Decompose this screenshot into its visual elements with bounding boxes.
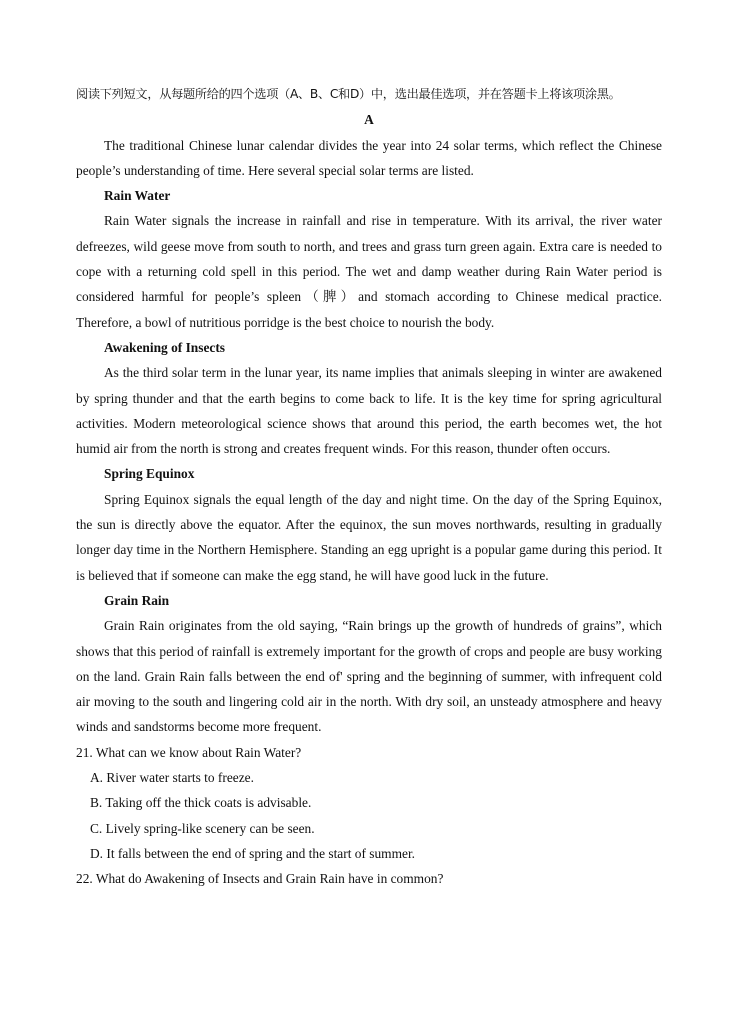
question-21-option-a: A. River water starts to freeze. xyxy=(90,770,254,786)
term-text-spring-equinox: Spring Equinox signals the equal length of the day and night time. On the day of the Spring Equinox, the sun is directly above the equator. After the equinox, the sun moves northwards, resulting in gradually longer day time in the Northern Hemisphere. Standing an egg upright is a popular game during this period. It is believed that if someone can make the egg stand, he will have good luck in the future. xyxy=(76,491,662,583)
question-21-stem: 21. What can we know about Rain Water? xyxy=(76,744,302,760)
question-21-option-c: C. Lively spring-like scenery can be seen. xyxy=(90,820,315,836)
term-text-grain-rain: Grain Rain originates from the old saying, “Rain brings up the growth of hundreds of grains”, which shows that this period of rainfall is extremely important for the growth of crops and people are busy working on the land. Grain Rain falls between the end of' spring and the beginning of summer, with infrequent cold air moving to the south and lingering cold air in the north. With dry soil, an unsteady atmosphere and heavy winds and sandstorms become more frequent. xyxy=(76,618,662,735)
term-text-rain-water: Rain Water signals the increase in rainfall and rise in temperature. With its arrival, the river water defreezes, wild geese move from south to north, and trees and grass turn green again. Extra care is needed to cope with a returning cold spell in this period. The wet and damp weather during Rain Water period is considered harmful for people’s spleen（脾）and stomach according to Chinese medical practice. Therefore, a bowl of nutritious porridge is the best choice to nourish the body. xyxy=(76,213,662,330)
question-21-option-b: B. Taking off the thick coats is advisable. xyxy=(90,795,312,811)
term-heading-grain-rain: Grain Rain xyxy=(104,592,170,608)
exam-page xyxy=(76,82,662,892)
section-label: A xyxy=(364,112,374,128)
question-22-stem: 22. What do Awakening of Insects and Grain Rain have in common? xyxy=(76,871,444,887)
reading-instruction: 阅读下列短文，从每题所给的四个选项（A、B、C和D）中，选出最佳选项，并在答题卡上将该项涂黑。 xyxy=(76,87,621,101)
term-heading-awakening-of-insects: Awakening of Insects xyxy=(104,339,226,355)
passage-intro: The traditional Chinese lunar calendar divides the year into 24 solar terms, which reflect the Chinese people’s understanding of time. Here several special solar terms are listed. xyxy=(76,137,662,178)
term-heading-spring-equinox: Spring Equinox xyxy=(104,466,195,482)
question-21-option-d: D. It falls between the end of spring and the start of summer. xyxy=(90,845,416,861)
term-text-awakening-of-insects: As the third solar term in the lunar year, its name implies that animals sleeping in winter are awakened by spring thunder and that the earth begins to come back to life. It is the key time for spring agricultural activities. Modern meteorological science shows that around this period, the earth becomes wet, the hot humid air from the north is strong and creates frequent winds. For this reason, thunder often occurs. xyxy=(76,365,662,457)
term-heading-rain-water: Rain Water xyxy=(104,188,171,204)
